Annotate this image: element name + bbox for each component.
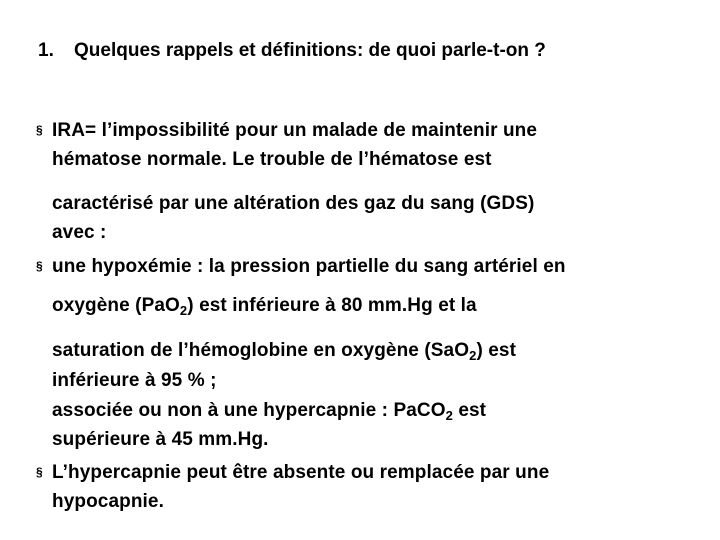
line-text: associée ou non à une hypercapnie : PaCO [52,400,446,421]
text-line-9 [52,400,486,422]
text-line-6 [52,295,477,317]
bullet-line-1 [36,120,537,142]
bullet-icon: § [36,123,43,137]
line-text: ) est [476,340,517,361]
line-text: est [452,400,487,421]
line-text: hématose normale. Le trouble de l’hématose est [52,149,492,170]
subscript-2: 2 [469,348,477,363]
title-number: 1. [38,40,54,61]
line-text: L’hypercapnie peut être absente ou remplacée par une [52,462,550,483]
subscript-2: 2 [445,408,453,423]
line-text: IRA= l’impossibilité pour un malade de maintenir une [52,120,538,141]
text-line-8 [52,370,217,392]
text-line-7 [52,340,516,362]
line-text: supérieure à 45 mm.Hg. [52,429,269,450]
text-line-10 [52,429,269,451]
bullet-icon: § [36,259,43,273]
bullet-icon: § [36,465,43,479]
bullet-line-11 [36,462,549,484]
line-text: saturation de l’hémoglobine en oxygène (SaO [52,340,470,361]
line-text: avec : [52,222,107,243]
title-text: Quelques rappels et définitions: de quoi parle-t-on ? [74,40,546,61]
text-line-2 [52,149,492,171]
line-text: ) est inférieure à 80 mm.Hg et la [187,295,477,316]
line-text: inférieure à 95 % ; [52,370,217,391]
text-line-4 [52,222,106,244]
line-text: une hypoxémie : la pression partielle du sang artériel en [52,256,566,277]
line-text: caractérisé par une altération des gaz du sang (GDS) [52,193,535,214]
slide-title [38,40,546,62]
subscript-2: 2 [179,303,188,318]
line-text: oxygène (PaO [52,295,180,316]
text-line-3 [52,193,534,215]
text-line-12 [52,491,164,513]
bullet-line-5 [36,256,566,278]
line-text: hypocapnie. [52,491,164,512]
